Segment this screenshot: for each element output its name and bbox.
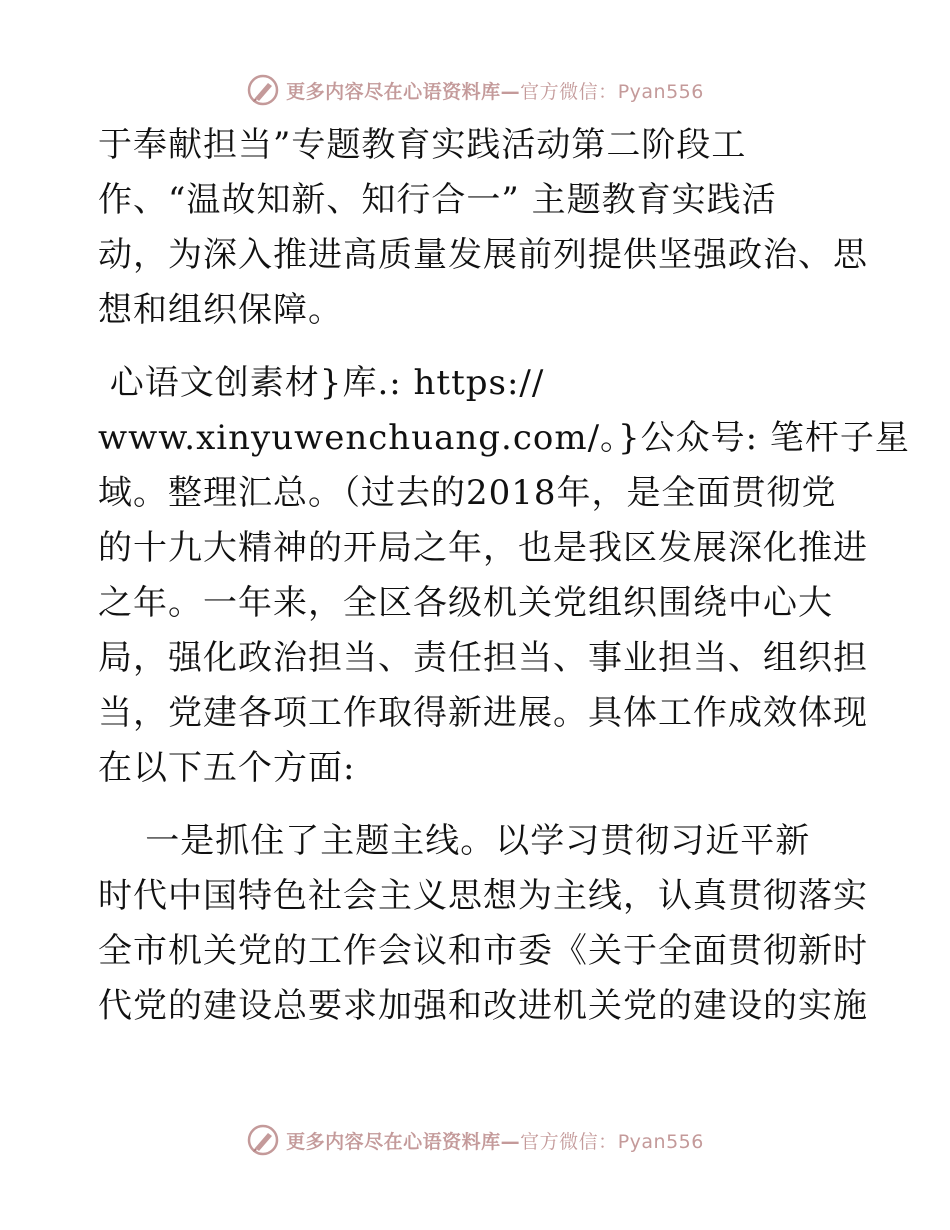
text-line: 作、“温故知新、知行合一” 主题教育实践活 [98, 180, 777, 220]
watermark-wechat-id: Pyan556 [617, 1130, 704, 1153]
watermark-main: 更多内容尽在心语资料库 [286, 80, 501, 103]
paragraph-2 [98, 356, 910, 796]
text-line: 心语文创素材}库.: https:// [98, 363, 545, 403]
paragraph-1 [98, 118, 868, 338]
watermark-text [286, 1127, 704, 1154]
watermark-header [0, 70, 950, 110]
watermark-wechat-label: 官方微信： [520, 80, 618, 103]
pen-logo-icon [246, 1123, 280, 1157]
watermark-dash: — [500, 1130, 521, 1153]
text-line: 在以下五个方面: [98, 748, 356, 788]
text-line: 的十九大精神的开局之年，也是我区发展深化推进 [98, 528, 868, 568]
watermark-wechat-id: Pyan556 [617, 80, 704, 103]
watermark-wechat-label: 官方微信： [520, 1130, 618, 1153]
text-line: 于奉献担当”专题教育实践活动第二阶段工 [98, 125, 747, 165]
watermark-main: 更多内容尽在心语资料库 [286, 1130, 501, 1153]
text-line: 之年。一年来，全区各级机关党组织围绕中心大 [98, 583, 833, 623]
text-line: 当，党建各项工作取得新进展。具体工作成效体现 [98, 693, 868, 733]
document-body [98, 118, 910, 1034]
text-line: 域。整理汇总。（过去的2018年，是全面贯彻党 [98, 473, 837, 513]
paragraph-3 [98, 814, 868, 1034]
watermark-footer [0, 1120, 950, 1160]
text-line: 时代中国特色社会主义思想为主线，认真贯彻落实 [98, 876, 868, 916]
text-line: 一是抓住了主题主线。以学习贯彻习近平新 [98, 821, 811, 861]
pen-logo-icon [246, 73, 280, 107]
watermark-text [286, 77, 704, 104]
text-line: 局，强化政治担当、责任担当、事业担当、组织担 [98, 638, 868, 678]
text-line: www.xinyuwenchuang.com/。}公众号: 笔杆子星 [98, 418, 910, 458]
watermark-dash: — [500, 80, 521, 103]
text-line: 想和组织保障。 [98, 290, 343, 330]
text-line: 代党的建设总要求加强和改进机关党的建设的实施 [98, 986, 868, 1026]
text-line: 动，为深入推进高质量发展前列提供坚强政治、思 [98, 235, 868, 275]
text-line: 全市机关党的工作会议和市委《关于全面贯彻新时 [98, 931, 868, 971]
